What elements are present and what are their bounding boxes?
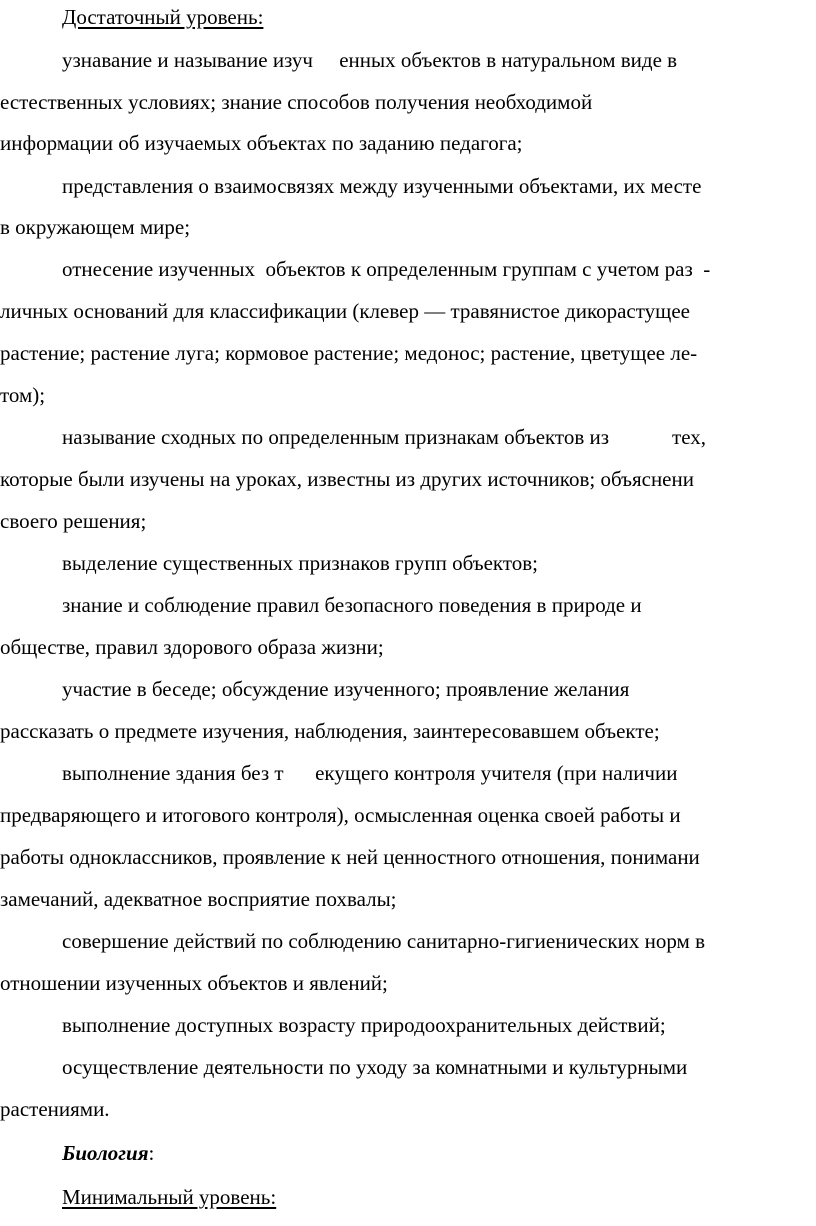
text-line: своего решения; <box>0 509 147 533</box>
heading-minimal-level: Минимальный уровень: <box>62 1185 277 1209</box>
text-line: растение; растение луга; кормовое растение; медонос; растение, цветущее ле- <box>0 341 698 365</box>
heading-sufficient-level: Достаточный уровень: <box>62 5 264 29</box>
text-line: выполнение здания без т екущего контроля учителя (при наличии <box>62 761 678 785</box>
text-line: личных оснований для классификации (клевер — травянистое дикорастущее <box>0 299 690 323</box>
text-line: которые были изучены на уроках, известны из других источников; объяснени <box>0 467 694 491</box>
subject-title: Биология <box>62 1141 149 1165</box>
text-line: знание и соблюдение правил безопасного поведения в природе и <box>62 593 642 617</box>
text-line: выделение существенных признаков групп объектов; <box>62 551 538 575</box>
text-line: замечаний, адекватное восприятие похвалы; <box>0 887 397 911</box>
text-line: рассказать о предмете изучения, наблюдения, заинтересовавшем объекте; <box>0 719 660 743</box>
text-line: обществе, правил здорового образа жизни; <box>0 635 384 659</box>
text-line: в окружающем мире; <box>0 215 191 239</box>
subject-colon: : <box>148 1141 155 1165</box>
text-line: естественных условиях; знание способов получения необходимой <box>0 90 593 114</box>
text-line: узнавание и называние изуч енных объектов в натуральном виде в <box>62 48 678 72</box>
text-line: растениями. <box>0 1097 110 1121</box>
text-line: выполнение доступных возрасту природоохранительных действий; <box>62 1013 666 1037</box>
text-line: предваряющего и итогового контроля), осмысленная оценка своей работы и <box>0 803 681 827</box>
text-line: осуществление деятельности по уходу за комнатными и культурными <box>62 1055 688 1079</box>
text-line: участие в беседе; обсуждение изученного; проявление желания <box>62 677 630 701</box>
text-line: работы одноклассников, проявление к ней ценностного отношения, понимани <box>0 845 700 869</box>
text-line: называние сходных по определенным признакам объектов из тех, <box>62 425 707 449</box>
text-line: информации об изучаемых объектах по заданию педагога; <box>0 131 523 155</box>
text-line: представления о взаимосвязях между изученными объектами, их месте <box>62 174 702 198</box>
text-line: совершение действий по соблюдению санитарно-гигиенических норм в <box>62 929 706 953</box>
text-line: том); <box>0 383 46 407</box>
subject-heading <box>62 1140 154 1166</box>
text-line: отнесение изученных объектов к определенным группам с учетом раз - <box>62 257 711 281</box>
text-line: отношении изученных объектов и явлений; <box>0 971 388 995</box>
